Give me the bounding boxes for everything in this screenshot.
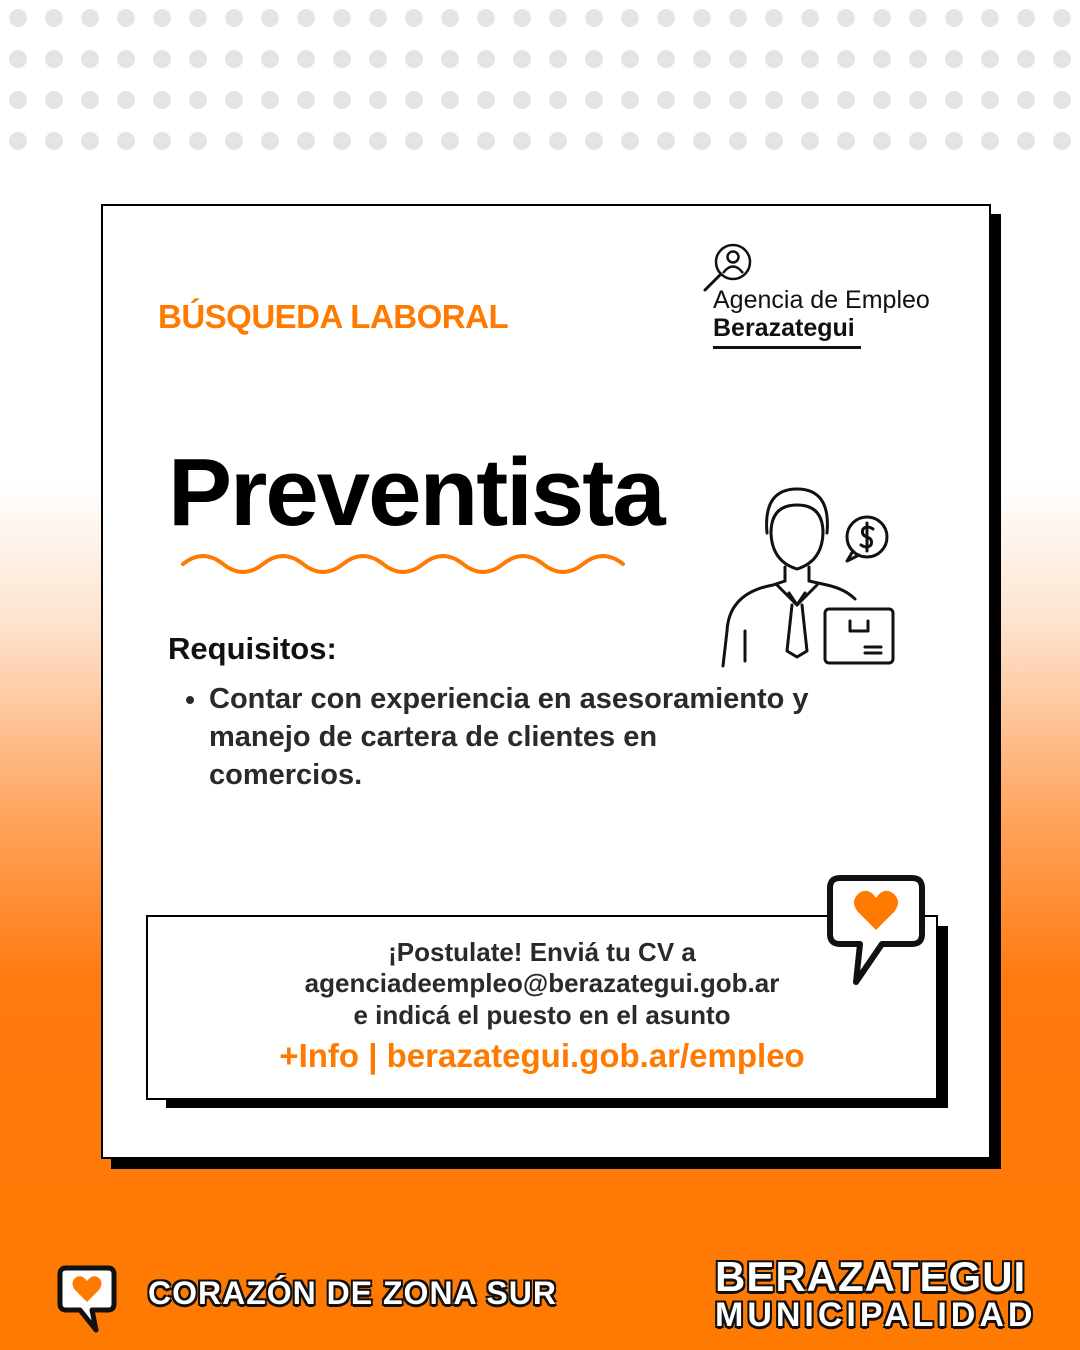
dot: [333, 50, 351, 68]
dot: [909, 50, 927, 68]
dot: [729, 50, 747, 68]
dot: [1053, 50, 1071, 68]
dot: [45, 9, 63, 27]
eyebrow-label: BÚSQUEDA LABORAL: [158, 298, 509, 335]
dot: [585, 91, 603, 109]
dot: [801, 50, 819, 68]
dot: [441, 132, 459, 150]
dot: [873, 9, 891, 27]
dot: [225, 9, 243, 27]
dot: [981, 50, 999, 68]
dot: [405, 9, 423, 27]
dot: [945, 91, 963, 109]
dot: [1053, 9, 1071, 27]
dot: [477, 132, 495, 150]
dot: [1053, 132, 1071, 150]
dot: [1017, 91, 1035, 109]
info-link[interactable]: +Info | berazategui.gob.ar/empleo: [279, 1037, 805, 1074]
dot: [765, 9, 783, 27]
dot: [873, 50, 891, 68]
dot: [729, 132, 747, 150]
dot: [765, 132, 783, 150]
dot: [153, 50, 171, 68]
dot: [621, 9, 639, 27]
municipality-logo: [715, 1253, 1037, 1334]
dot: [153, 91, 171, 109]
dot: [81, 9, 99, 27]
dot: [297, 91, 315, 109]
dot: [909, 132, 927, 150]
dot: [441, 9, 459, 27]
dot: [333, 91, 351, 109]
dot: [297, 9, 315, 27]
dot: [1017, 132, 1035, 150]
dot: [945, 50, 963, 68]
apply-email[interactable]: agenciadeempleo@berazategui.gob.ar: [304, 968, 780, 998]
dot: [981, 132, 999, 150]
dot: [225, 91, 243, 109]
dot: [9, 50, 27, 68]
dot: [405, 91, 423, 109]
dot: [801, 91, 819, 109]
dot: [1053, 91, 1071, 109]
dot: [657, 9, 675, 27]
dot: [513, 9, 531, 27]
agency-city: Berazategui: [713, 314, 855, 342]
municipality-subtitle: MUNICIPALIDAD: [715, 1296, 1037, 1334]
heart-speech-bubble-icon: [56, 1264, 118, 1334]
dot: [333, 132, 351, 150]
dot: [261, 91, 279, 109]
slogan: CORAZÓN DE ZONA SUR: [148, 1275, 557, 1311]
dot: [549, 91, 567, 109]
dot: [153, 9, 171, 27]
dot: [837, 91, 855, 109]
dot: [549, 9, 567, 27]
dot: [513, 91, 531, 109]
municipality-name: BERAZATEGUI: [715, 1253, 1027, 1300]
dot: [765, 91, 783, 109]
dot: [801, 132, 819, 150]
dot: [153, 132, 171, 150]
dot: [441, 50, 459, 68]
dot: [693, 50, 711, 68]
dot: [441, 91, 459, 109]
dot: [801, 9, 819, 27]
dot: [513, 50, 531, 68]
dot: [81, 132, 99, 150]
dot: [873, 132, 891, 150]
dot: [369, 9, 387, 27]
dot: [729, 9, 747, 27]
dot: [405, 132, 423, 150]
dot: [9, 132, 27, 150]
dot: [9, 9, 27, 27]
job-title: Preventista: [168, 439, 664, 546]
apply-line: ¡Postulate! Enviá tu CV a: [388, 937, 696, 967]
dot: [297, 132, 315, 150]
heart-speech-bubble-icon: [826, 872, 926, 987]
dot: [693, 9, 711, 27]
dot: [117, 9, 135, 27]
dot: [657, 50, 675, 68]
dot: [333, 9, 351, 27]
dot: [369, 91, 387, 109]
dot: [585, 9, 603, 27]
dot: [45, 50, 63, 68]
dot: [621, 91, 639, 109]
dot: [837, 9, 855, 27]
dot: [909, 91, 927, 109]
apply-line: e indicá el puesto en el asunto: [353, 1000, 731, 1030]
dot: [45, 91, 63, 109]
dot: [549, 50, 567, 68]
dot: [117, 91, 135, 109]
dot: [477, 9, 495, 27]
dot: [693, 91, 711, 109]
dot: [45, 132, 63, 150]
dot: [729, 91, 747, 109]
dot: [9, 91, 27, 109]
dot: [189, 132, 207, 150]
dot: [765, 50, 783, 68]
dot: [81, 50, 99, 68]
dot: [477, 50, 495, 68]
dot: [981, 9, 999, 27]
dot: [621, 50, 639, 68]
dot: [693, 132, 711, 150]
dot: [945, 9, 963, 27]
dot: [945, 132, 963, 150]
dot: [189, 50, 207, 68]
dot: [873, 91, 891, 109]
apply-box: [146, 915, 938, 1100]
agency-logo: [701, 240, 961, 350]
dot: [657, 132, 675, 150]
dot: [225, 132, 243, 150]
dot-pattern: [0, 0, 1080, 160]
dot: [81, 91, 99, 109]
salesman-icon: [715, 481, 895, 671]
dot: [657, 91, 675, 109]
dot: [261, 132, 279, 150]
dot: [225, 50, 243, 68]
requirements-title: Requisitos:: [168, 631, 337, 666]
dot: [405, 50, 423, 68]
dot: [1017, 9, 1035, 27]
dot: [477, 91, 495, 109]
list-item: • Contar con experiencia en asesoramiento y manejo de cartera de clientes en comercios.: [209, 680, 809, 794]
dot: [117, 132, 135, 150]
dot: [261, 9, 279, 27]
dot: [909, 9, 927, 27]
agency-name: Agencia de Empleo: [713, 286, 930, 314]
dot: [981, 91, 999, 109]
agency-underline: [713, 346, 861, 349]
dot: [837, 50, 855, 68]
dot: [549, 132, 567, 150]
dot: [1017, 50, 1035, 68]
dot: [261, 50, 279, 68]
dot: [513, 132, 531, 150]
dot: [585, 132, 603, 150]
dot: [837, 132, 855, 150]
wave-divider: [178, 548, 633, 580]
dot: [369, 132, 387, 150]
dot: [297, 50, 315, 68]
dot: [117, 50, 135, 68]
dot: [369, 50, 387, 68]
dot: [189, 9, 207, 27]
dot: [585, 50, 603, 68]
dot: [189, 91, 207, 109]
dot: [621, 132, 639, 150]
requirements-list: [181, 680, 809, 794]
